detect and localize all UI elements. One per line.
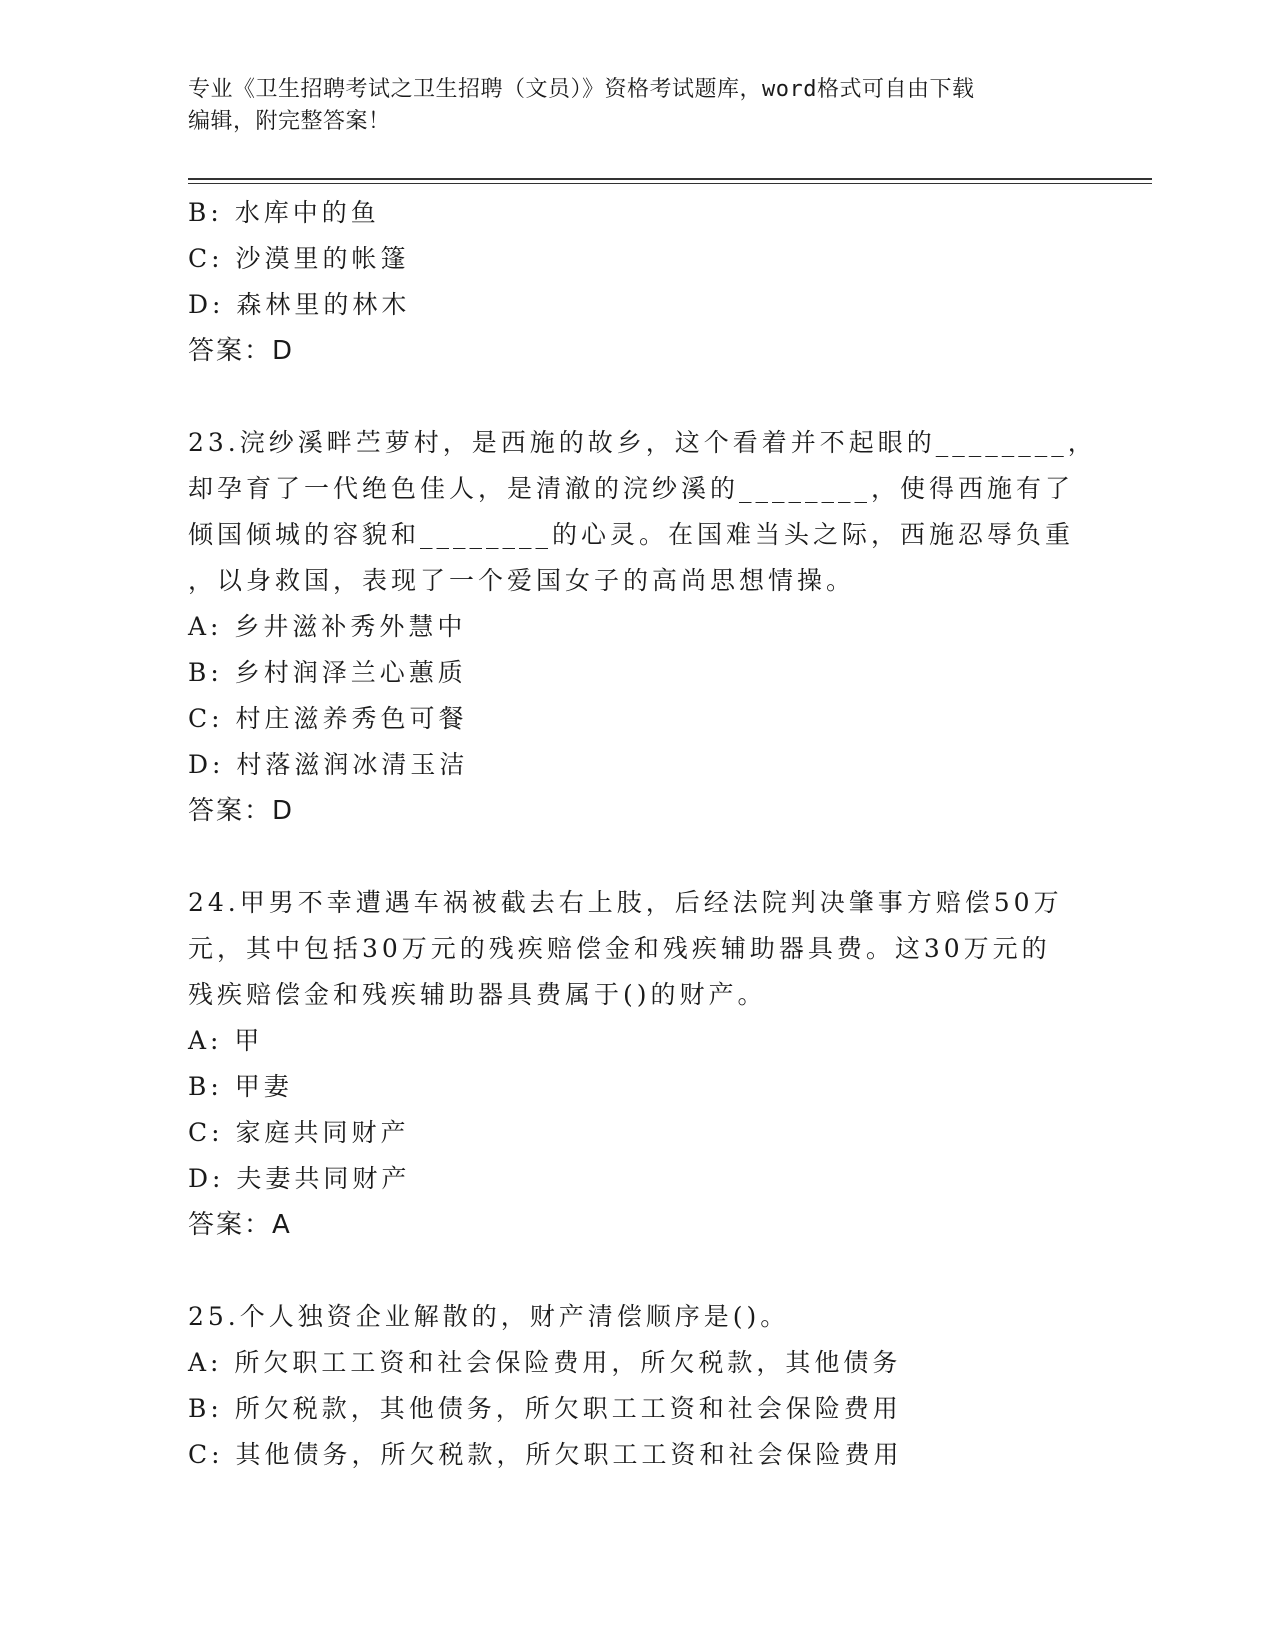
option-c: C: 沙漠里的帐篷 xyxy=(188,244,410,273)
spacer xyxy=(188,834,1088,880)
question-list xyxy=(188,190,1097,1478)
question-stem-line: 元，其中包括30万元的残疾赔偿金和残疾辅助器具费。这30万元的 xyxy=(188,934,1051,963)
option-a: A: 所欠职工工资和社会保险费用，所欠税款，其他债务 xyxy=(188,1348,902,1377)
option-a: A: 甲 xyxy=(188,1026,264,1055)
question-stem-line: 倾国倾城的容貌和________的心灵。在国难当头之际，西施忍辱负重 xyxy=(188,520,1075,549)
header-line-1: 专业《卫生招聘考试之卫生招聘（文员）》资格考试题库，word格式可自由下载 xyxy=(188,77,975,102)
question-stem-line: 残疾赔偿金和残疾辅助器具费属于()的财产。 xyxy=(188,980,767,1009)
answer: 答案：D xyxy=(188,796,295,826)
page-header xyxy=(188,74,1068,138)
option-c: C: 其他债务，所欠税款，所欠职工工资和社会保险费用 xyxy=(188,1440,903,1469)
question-stem-line: 却孕育了一代绝色佳人，是清澈的浣纱溪的________，使得西施有了 xyxy=(188,474,1075,503)
option-b: B: 所欠税款，其他债务，所欠职工工资和社会保险费用 xyxy=(188,1394,902,1423)
question-25 xyxy=(188,1294,1088,1478)
answer: 答案：A xyxy=(188,1210,292,1240)
question-stem-line: ，以身救国，表现了一个爱国女子的高尚思想情操。 xyxy=(188,566,856,595)
question-stem-line: 23.浣纱溪畔苎萝村，是西施的故乡，这个看着并不起眼的________， xyxy=(188,428,1097,457)
option-d: D: 森林里的林木 xyxy=(188,290,411,319)
spacer xyxy=(188,1248,1088,1294)
option-b: B: 水库中的鱼 xyxy=(188,198,380,227)
option-b: B: 乡村润泽兰心蕙质 xyxy=(188,658,467,687)
option-c: C: 村庄滋养秀色可餐 xyxy=(188,704,468,733)
answer: 答案：D xyxy=(188,336,295,366)
option-c: C: 家庭共同财产 xyxy=(188,1118,410,1147)
header-divider-thin xyxy=(188,183,1152,184)
header-line-2: 编辑，附完整答案！ xyxy=(188,109,391,134)
question-22 xyxy=(188,190,1088,374)
question-23 xyxy=(188,420,1097,834)
question-24 xyxy=(188,880,1088,1248)
option-d: D: 夫妻共同财产 xyxy=(188,1164,411,1193)
option-b: B: 甲妻 xyxy=(188,1072,293,1101)
question-stem-line: 25.个人独资企业解散的，财产清偿顺序是()。 xyxy=(188,1302,790,1331)
spacer xyxy=(188,374,1088,420)
option-d: D: 村落滋润冰清玉洁 xyxy=(188,750,469,779)
question-stem-line: 24.甲男不幸遭遇车祸被截去右上肢，后经法院判决肇事方赔偿50万 xyxy=(188,888,1063,917)
option-a: A: 乡井滋补秀外慧中 xyxy=(188,612,467,641)
header-divider-thick xyxy=(188,178,1152,180)
